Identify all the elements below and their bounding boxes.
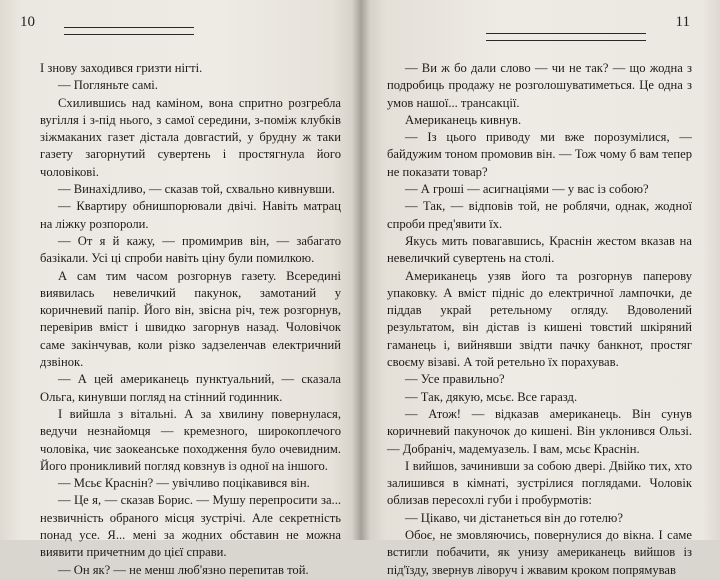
paragraph: — Винахідливо, — сказав той, схвально кивнувши. xyxy=(58,182,335,197)
paragraph: Американець кивнув. xyxy=(405,112,522,127)
paragraph: Обоє, не змовляючись, повернулися до вікна. І саме встигли побачити, як унизу американець вийшов із під'їзду, звернув ліворуч і жвавим кроком попрямував xyxy=(387,528,692,577)
paragraph: — Он як? — не менш люб'язно перепитав той. xyxy=(58,562,309,577)
paragraph: І вийшов, зачинивши за собою двері. Двійко тих, хто залишився в кімнаті, зустрілися поглядами. Чоловік облизав пересохлі губи і пробурмотів: xyxy=(387,458,692,508)
paragraph: — Погляньте самі. xyxy=(58,78,158,93)
paragraph: — А цей американець пунктуальний, — сказала Ольга, кинувши погляд на стінний годинник. xyxy=(40,372,341,404)
paragraph: — Цікаво, чи дістанеться він до готелю? xyxy=(405,510,623,525)
paragraph: А сам тим часом розгорнув газету. Всередині виявилась невеличкий пакунок, замотаний у коричневий папір. Його він, звісна річ, теж розгорнув, перевірив вміст і швидко загорнув назад. Чоловічок саме закінчував, коли різко задзеленчав електричний дзвінок. xyxy=(40,268,341,370)
paragraph: — От я й кажу, — промимрив він, — забагато базікали. Усі ці спроби навіть ціну були помилкою. xyxy=(40,233,341,266)
header-rule-right xyxy=(486,33,646,41)
paragraph: — А гроші — асигнаціями — у вас із собою? xyxy=(405,182,649,197)
page-number-left: 10 xyxy=(20,14,35,30)
paragraph: — Мсьє Краснін? — увічливо поцікавився він. xyxy=(58,476,310,491)
left-page-text xyxy=(40,60,341,579)
right-page xyxy=(361,0,720,577)
paragraph: — Із цього приводу ми вже порозумілися, — байдужим тоном промовив він. — Тож чому б вам тепер не показати товар? xyxy=(387,130,692,179)
left-page xyxy=(0,0,361,577)
paragraph: — Квартиру обнишпорювали двічі. Навіть матрац на ліжку розпороли. xyxy=(40,199,341,231)
paragraph: Схилившись над каміном, вона спритно розгребла вугілля і з-під нього, з самої середини, з-поміж клубків зіжмаканих газет дістала довгастий, у брудну ж таки газету загорнутий сувертень і простягнула його чоловікові. xyxy=(40,95,341,179)
paragraph: — Ви ж бо дали слово — чи не так? — що жодна з подробиць продажу не розголошуватиметься. Це одна з умов нашої... трансакції. xyxy=(387,61,692,110)
paragraph: І знову заходився гризти нігті. xyxy=(40,61,203,75)
paragraph: — Так, — відповів той, не роблячи, однак, жодної спроби пред'явити їх. xyxy=(387,199,692,231)
header-rule-left xyxy=(64,27,194,35)
paragraph: — Усе правильно? xyxy=(405,372,505,387)
page-number-right: 11 xyxy=(675,14,690,30)
paragraph: — Атож! — відказав американець. Він сунув коричневий пакуночок до кишені. Він уклонився Ользі. — Добраніч, мадемуазель. І вам, мсьє Краснін. xyxy=(387,406,692,456)
paragraph: І вийшла з вітальні. А за хвилину повернулася, ведучи незнайомця — кремезного, широкоплечого чоловіка, чиє заокеанське походження було очевидним. Його проникливий погляд ковзнув із одної на іншого. xyxy=(40,406,341,473)
right-page-text xyxy=(387,60,692,579)
paragraph: Американець узяв його та розгорнув паперову упаковку. А вміст підніс до електричної лампочки, де піддав украй ретельному огляду. Вдоволений результатом, він дістав із кишені товстий шкіряний гаманець і, вийнявши звідти пачку банкнот, простяг своєму візаві. А той ретельно їх порахував. xyxy=(387,268,692,370)
paragraph: Якусь мить повагавшись, Краснін жестом вказав на невеличкий сувертень на столі. xyxy=(387,233,692,266)
paragraph: — Це я, — сказав Борис. — Мушу перепросити за... незвичність обраного місця зустрічі. Але секретність понад усе. Я... мені за жодних обставин не можна виявити причетним до цієї справи. xyxy=(40,493,341,560)
paragraph: — Так, дякую, мсьє. Все гаразд. xyxy=(405,389,578,404)
